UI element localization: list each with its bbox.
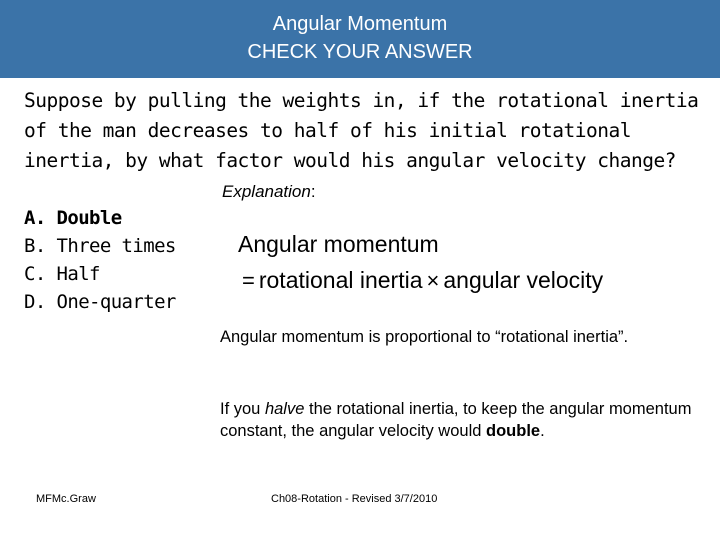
- footer-info: Ch08-Rotation - Revised 3/7/2010: [271, 493, 438, 505]
- answer-options: [24, 204, 204, 316]
- answer-option-d: D. One-quarter: [24, 291, 176, 313]
- explanation-paragraph-2: [220, 398, 700, 442]
- answer-option-b: B. Three times: [24, 235, 176, 257]
- para2-emphasis: halve: [264, 400, 305, 418]
- formula-term-velocity: angular velocity: [443, 267, 604, 293]
- explanation-paragraph-1: Angular momentum is proportional to “rotational inertia”.: [220, 328, 629, 346]
- para2-bold-answer: double: [486, 422, 541, 440]
- equals-symbol: =: [242, 268, 255, 293]
- footer-author: MFMc.Graw: [36, 493, 96, 505]
- slide-title: Angular Momentum: [272, 13, 448, 35]
- times-symbol: ×: [426, 268, 440, 293]
- answer-option-c: C. Half: [24, 263, 100, 285]
- slide-subtitle: CHECK YOUR ANSWER: [247, 41, 473, 63]
- explanation-label-colon: :: [310, 182, 316, 201]
- formula-line2: [238, 262, 603, 299]
- para2-suffix: .: [540, 422, 545, 440]
- formula-term-inertia: rotational inertia: [258, 267, 423, 293]
- formula-line1: Angular momentum: [238, 231, 439, 257]
- question-text: Suppose by pulling the weights in, if the rotational inertia of the man decreases to half of his initial rotational inertia, by what factor would his angular velocity change?: [24, 89, 699, 172]
- explanation-label-text: Explanation: [222, 182, 311, 201]
- answer-option-a: A. Double: [24, 207, 122, 229]
- para2-middle: the rotational inertia, to keep the angular momentum constant, the angular velocity would: [220, 400, 692, 440]
- explanation-label: [222, 182, 316, 202]
- para2-prefix: If you: [220, 400, 265, 418]
- slide-header: [0, 0, 720, 78]
- formula: [238, 226, 603, 299]
